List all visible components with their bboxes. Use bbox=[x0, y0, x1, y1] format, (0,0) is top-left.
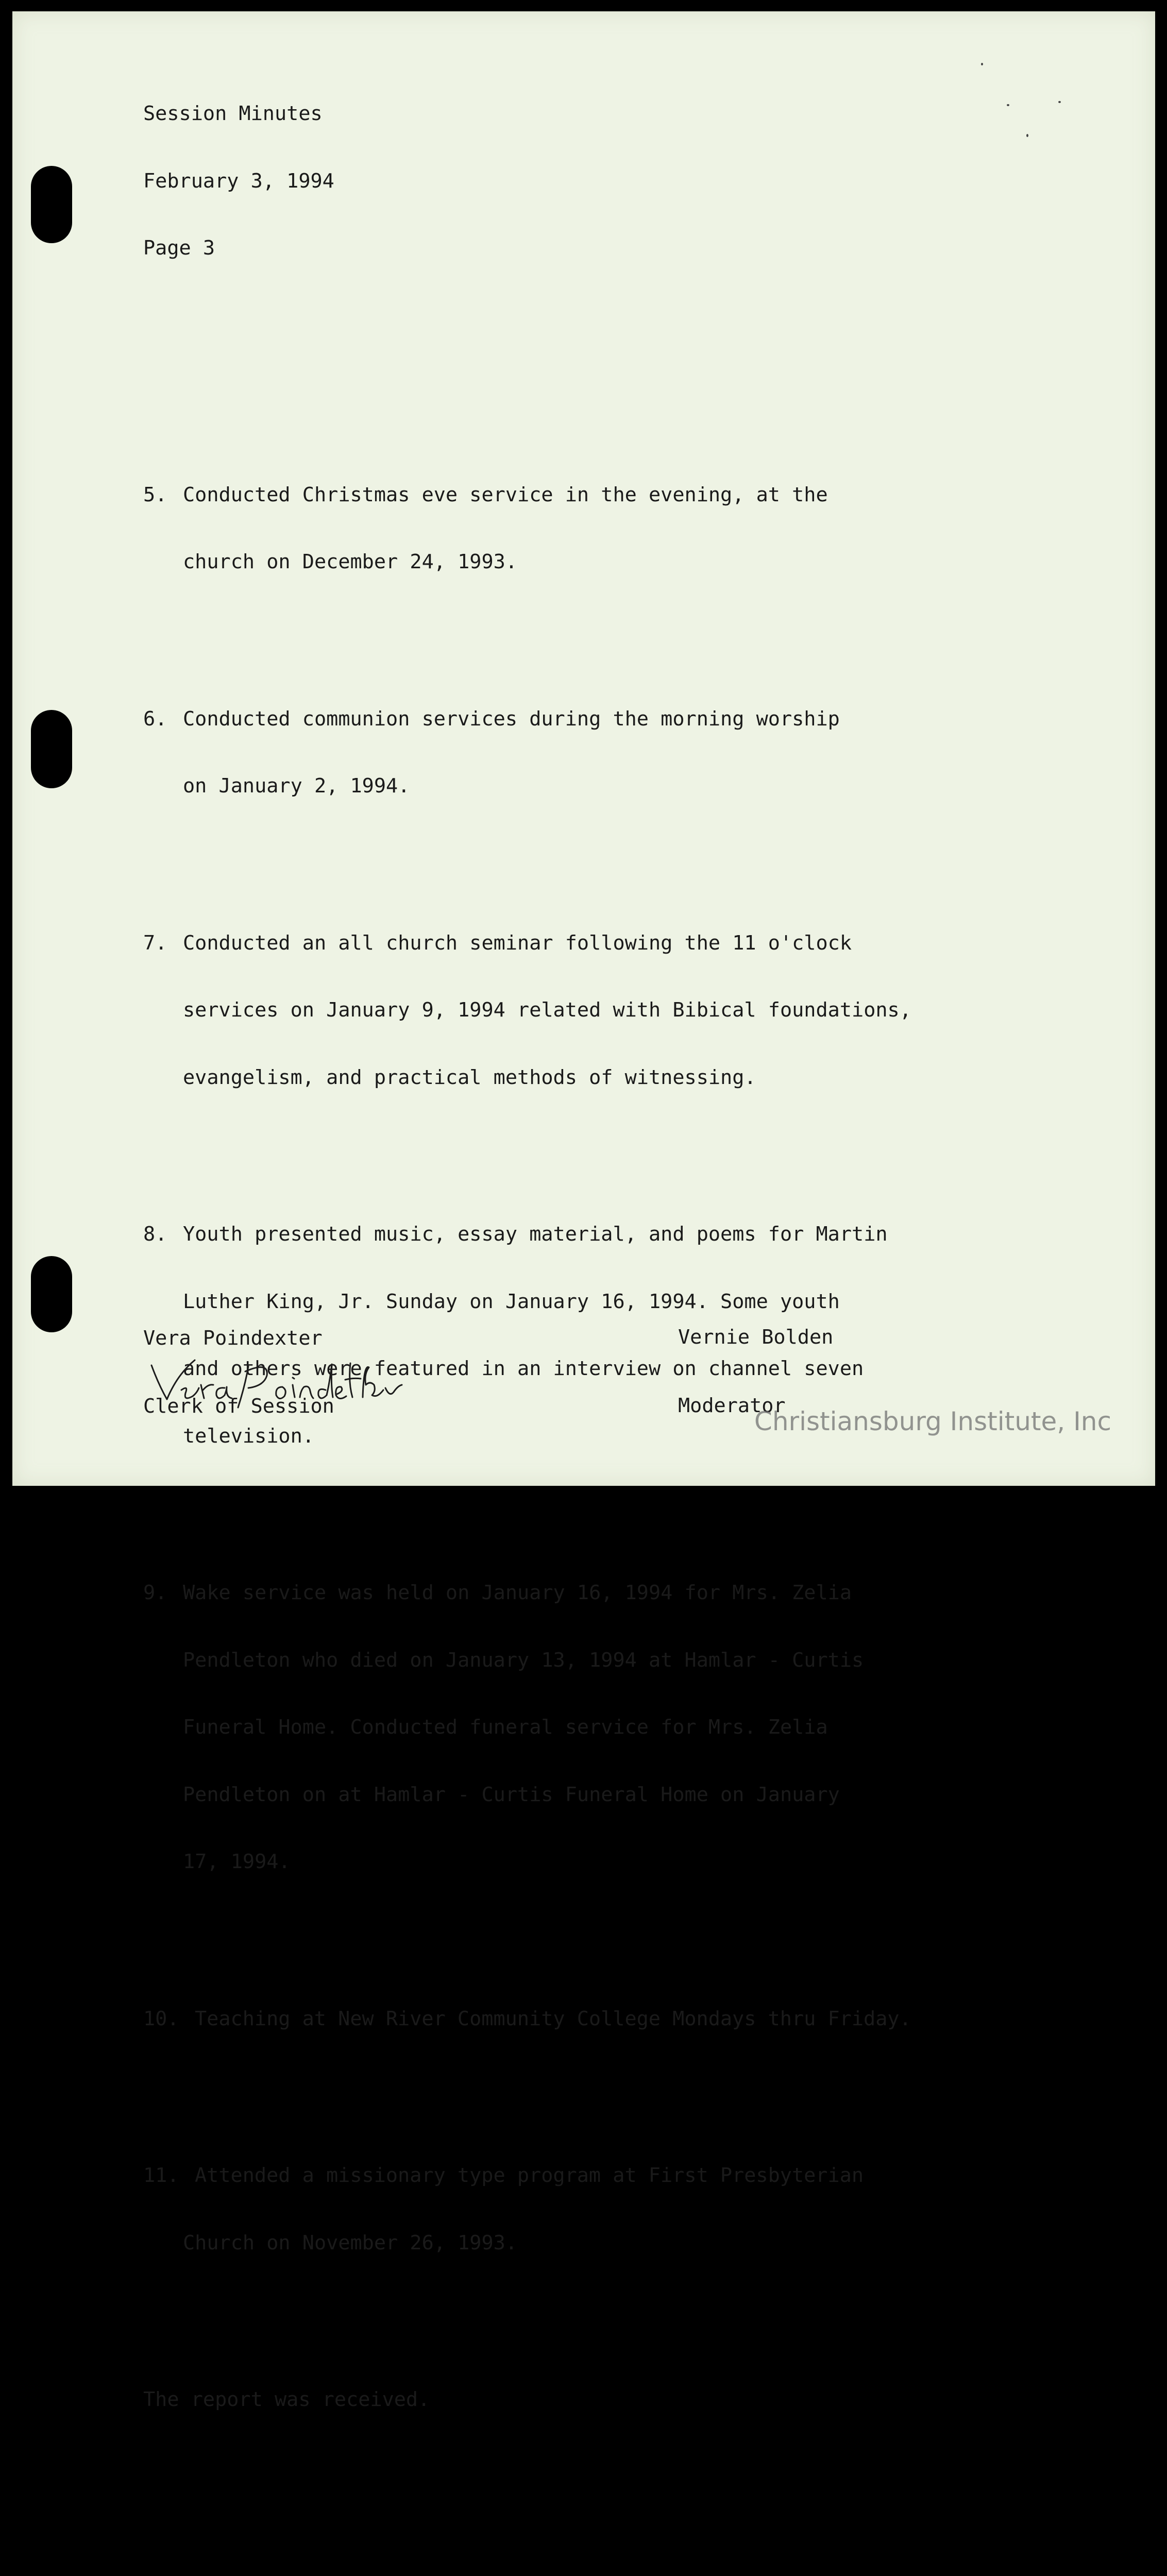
item-number: 5. bbox=[143, 484, 183, 506]
item-text: church on December 24, 1993. bbox=[143, 551, 935, 573]
item-text: services on January 9, 1994 related with Bibical foundations, bbox=[143, 999, 935, 1022]
item-text: Pendleton who died on January 13, 1994 at Hamlar - Curtis bbox=[143, 1649, 935, 1672]
paper-speck bbox=[1058, 101, 1061, 103]
item-text: Pendleton on at Hamlar - Curtis Funeral Home on January bbox=[143, 1784, 935, 1806]
paper-speck bbox=[981, 63, 983, 65]
paper-speck bbox=[1007, 104, 1009, 106]
paper-speck bbox=[1026, 134, 1028, 137]
item-text: Conducted Christmas eve service in the evening, at the bbox=[183, 483, 828, 506]
page-number: Page 3 bbox=[143, 237, 935, 260]
clerk-name: Vera Poindexter bbox=[143, 1327, 323, 1350]
moderator-name: Vernie Bolden bbox=[678, 1326, 833, 1349]
report-received-note: The report was received. bbox=[143, 2388, 935, 2411]
report-item bbox=[143, 1537, 935, 1918]
item-text: Conducted an all church seminar following the 11 o'clock bbox=[183, 931, 852, 955]
item-text: Luther King, Jr. Sunday on January 16, 1994. Some youth bbox=[143, 1291, 935, 1313]
item-number: 11. bbox=[143, 2164, 195, 2187]
report-item bbox=[143, 1963, 935, 2075]
report-item bbox=[143, 887, 935, 1134]
document-date: February 3, 1994 bbox=[143, 170, 935, 193]
item-text: Attended a missionary type program at First Presbyterian bbox=[195, 2164, 864, 2187]
report-item bbox=[143, 2120, 935, 2299]
item-text: Youth presented music, essay material, and poems for Martin bbox=[183, 1223, 888, 1246]
document-title: Session Minutes bbox=[143, 103, 935, 125]
item-text: television. bbox=[143, 1425, 935, 1448]
archive-watermark: Christiansburg Institute, Inc bbox=[754, 1406, 1111, 1436]
hole-punch-mark bbox=[31, 1256, 72, 1332]
item-text: 17, 1994. bbox=[143, 1851, 935, 1873]
moderator-title: Moderator bbox=[678, 1395, 786, 1417]
clerk-title: Clerk of Session bbox=[143, 1395, 334, 1418]
item-text: evangelism, and practical methods of witnessing. bbox=[143, 1066, 935, 1089]
item-number: 10. bbox=[143, 2008, 195, 2030]
report-item bbox=[143, 439, 935, 618]
report-item bbox=[143, 663, 935, 842]
item-number: 9. bbox=[143, 1582, 183, 1604]
item-text: Wake service was held on January 16, 1994 for Mrs. Zelia bbox=[183, 1581, 852, 1604]
item-number: 7. bbox=[143, 932, 183, 955]
item-text: on January 2, 1994. bbox=[143, 775, 935, 798]
item-text: and others were featured in an interview on channel seven bbox=[143, 1358, 935, 1380]
hole-punch-mark bbox=[31, 710, 72, 788]
item-text: Teaching at New River Community College Mondays thru Friday. bbox=[195, 2007, 911, 2030]
item-text: Church on November 26, 1993. bbox=[143, 2232, 935, 2255]
document-body bbox=[143, 58, 935, 2576]
item-text: Conducted communion services during the morning worship bbox=[183, 707, 840, 731]
hole-punch-mark bbox=[31, 166, 72, 243]
stewardship-section bbox=[143, 2546, 935, 2576]
item-number: 8. bbox=[143, 1223, 183, 1246]
item-text: Funeral Home. Conducted funeral service for Mrs. Zelia bbox=[143, 1716, 935, 1739]
item-number: 6. bbox=[143, 708, 183, 731]
